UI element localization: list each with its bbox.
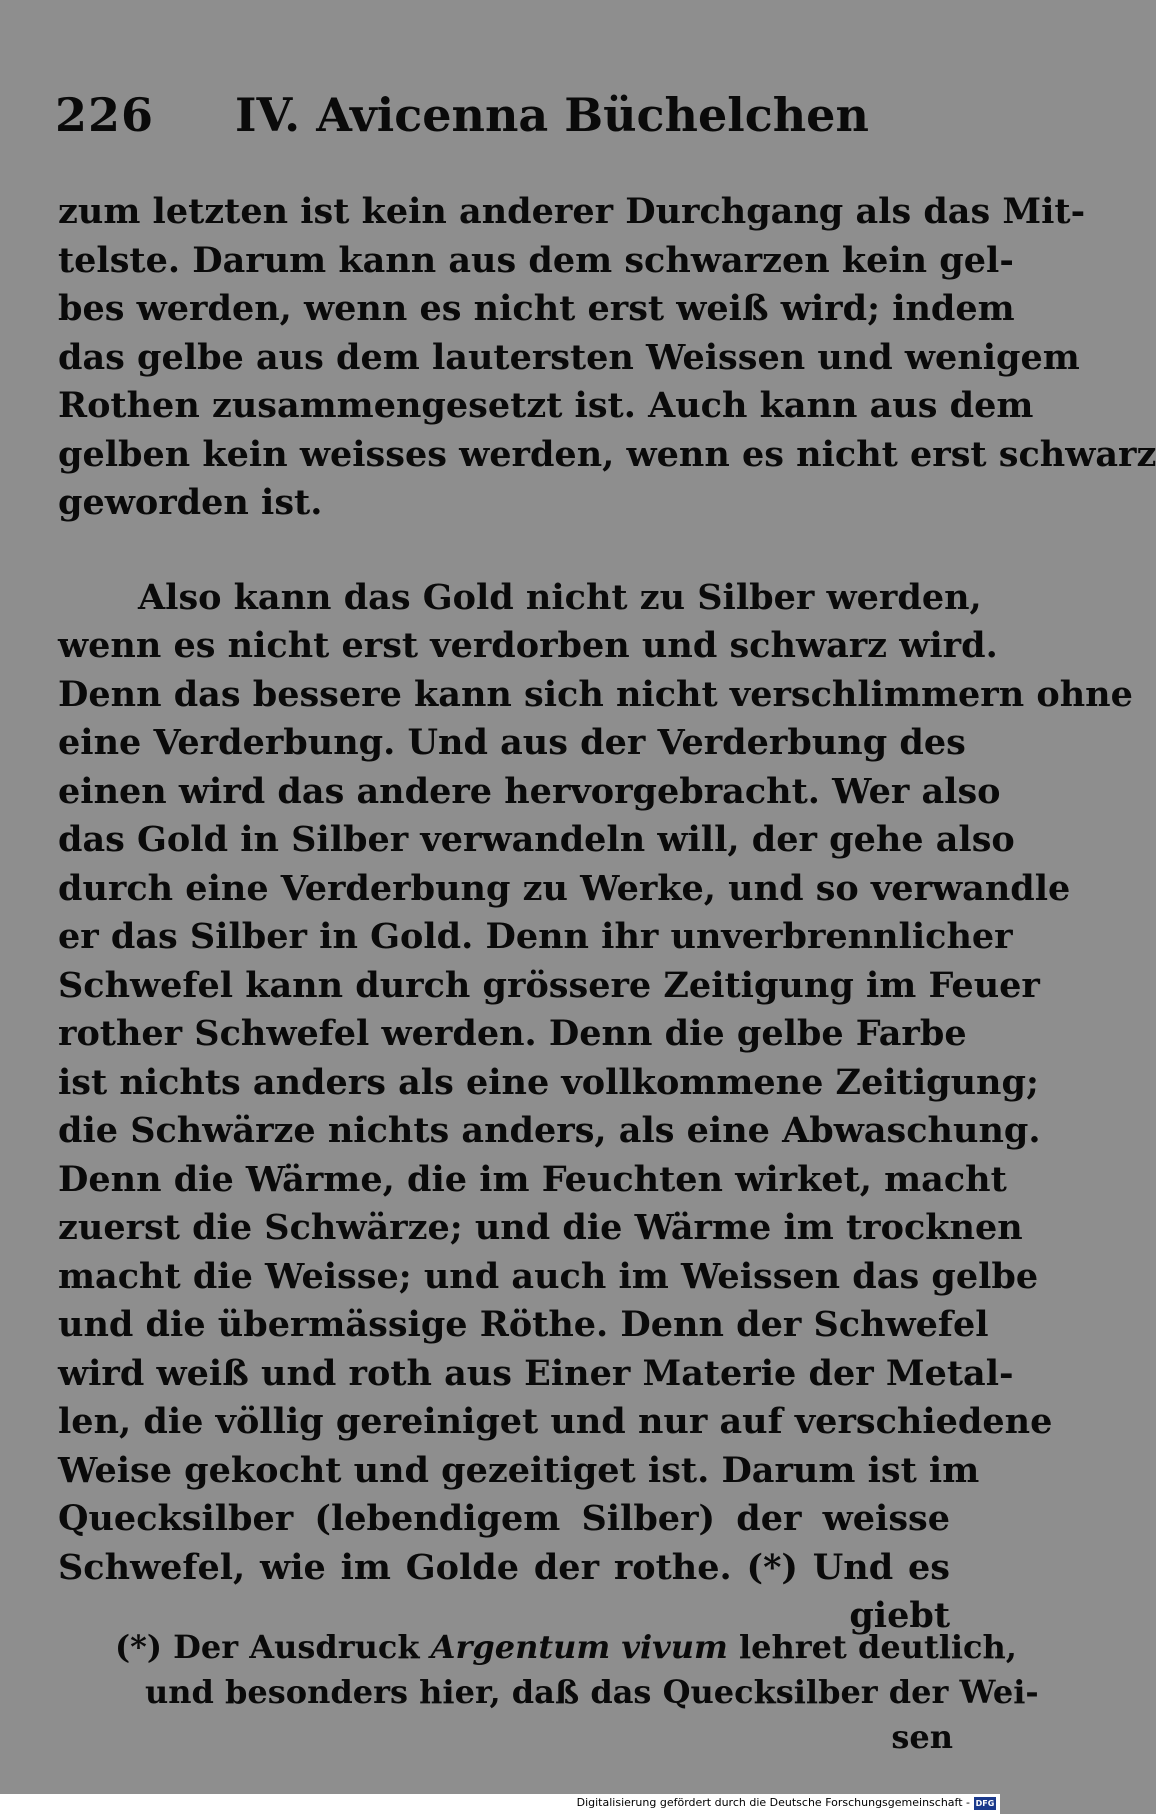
text-line: Quecksilber (lebendigem Silber) der weisse [58, 1498, 950, 1539]
footnote-latin-term: Argentum vivum [430, 1628, 728, 1666]
running-title: IV. Avicenna Büchelchen [235, 88, 869, 142]
text-line: wird weiß und roth aus Einer Materie der Metal- [58, 1352, 1014, 1394]
footnote [115, 1625, 1039, 1760]
text-line: einen wird das andere hervorgebracht. Wer also [58, 770, 1001, 812]
footnote-catchword: sen [891, 1718, 953, 1756]
paragraph-2 [58, 574, 1133, 1641]
digitization-footer [0, 1794, 1000, 1814]
text-line: eine Verderbung. Und aus der Verderbung des [58, 722, 966, 763]
text-line: len, die völlig gereiniget und nur auf verschiedene [58, 1401, 1053, 1442]
text-line: bes werden, wenn es nicht erst weiß wird; indem [58, 288, 1015, 329]
text-line: gelben kein weisses werden, wenn es nicht erst schwarz [58, 433, 1156, 475]
text-line: Weise gekocht und gezeitiget ist. Darum ist im [58, 1449, 980, 1491]
catchword: giebt [849, 1595, 950, 1636]
text-line: geworden ist. [58, 482, 323, 523]
text-line: rother Schwefel werden. Denn die gelbe Farbe [58, 1013, 967, 1054]
paragraph-gap [58, 528, 950, 574]
text-line: zum letzten ist kein anderer Durchgang als das Mit- [58, 191, 1086, 232]
text-line: telste. Darum kann aus dem schwarzen kein gel- [58, 239, 1014, 281]
text-line: macht die Weisse; und auch im Weissen das gelbe [58, 1255, 1039, 1297]
text-line: Rothen zusammengesetzt ist. Auch kann aus dem [58, 385, 1034, 426]
footnote-text: lehret deutlich, [727, 1628, 1017, 1666]
text-line: Schwefel, wie im Golde der rothe. (*) Und es [58, 1546, 950, 1588]
text-line: wenn es nicht erst verdorben und schwarz wird. [58, 625, 998, 666]
page-header [55, 88, 955, 158]
text-line: Denn das bessere kann sich nicht verschlimmern ohne [58, 673, 1133, 715]
footnote-line [115, 1625, 1017, 1670]
text-line: Denn die Wärme, die im Feuchten wirket, macht [58, 1158, 1007, 1200]
text-line: Also kann das Gold nicht zu Silber werden, [138, 576, 982, 618]
body-text [58, 188, 1156, 1641]
text-line: ist nichts anders als eine vollkommene Zeitigung; [58, 1061, 1039, 1103]
text-line: das Gold in Silber verwandeln will, der gehe also [58, 819, 1015, 860]
text-line: die Schwärze nichts anders, als eine Abwaschung. [58, 1110, 1041, 1151]
text-line: zuerst die Schwärze; und die Wärme im trocknen [58, 1207, 1023, 1248]
footnote-text: (*) Der Ausdruck [115, 1628, 431, 1666]
footnote-line: und besonders hier, daß das Quecksilber der Wei- [145, 1673, 1039, 1711]
text-line: er das Silber in Gold. Denn ihr unverbrennlicher [58, 916, 1013, 957]
dfg-logo: DFG [975, 1799, 995, 1808]
text-line: durch eine Verderbung zu Werke, und so verwandle [58, 867, 1071, 909]
page-number: 226 [55, 88, 155, 142]
text-line: das gelbe aus dem lautersten Weissen und wenigem [58, 336, 1080, 378]
paragraph-1 [58, 188, 1156, 528]
funding-credit: Digitalisierung gefördert durch die Deutsche Forschungsgemeinschaft - [576, 1796, 970, 1809]
text-line: Schwefel kann durch grössere Zeitigung im Feuer [58, 964, 1040, 1006]
text-line: und die übermässige Röthe. Denn der Schwefel [58, 1304, 989, 1345]
